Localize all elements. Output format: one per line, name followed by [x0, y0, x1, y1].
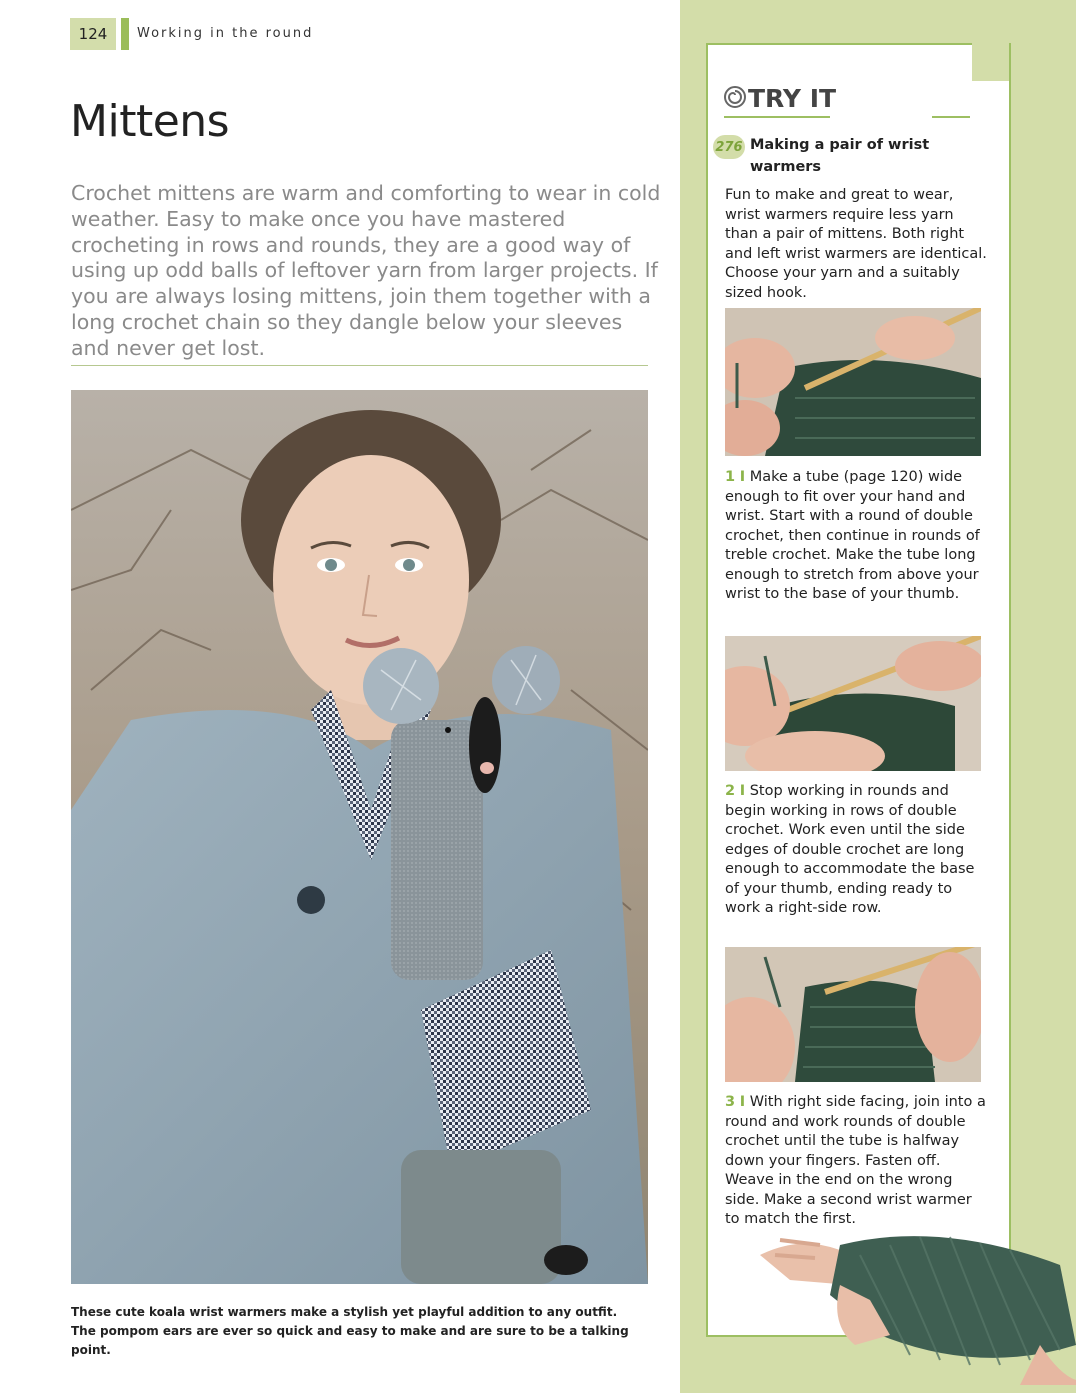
technique-number-badge: 276 — [713, 135, 745, 159]
page-number: 124 — [78, 25, 108, 43]
technique-intro: Fun to make and great to wear, wrist warmers require less yarn than a pair of mittens. Both right and left wrist warmers are identical. Choose your yarn and a suitably sized hook. — [725, 187, 987, 301]
step-3-photo — [725, 947, 981, 1082]
page-title: Mittens — [70, 96, 230, 147]
technique-title: Making a pair of wrist warmers — [750, 137, 930, 175]
try-it-underline — [724, 116, 830, 118]
running-head: Working in the round — [137, 26, 314, 41]
section-divider — [71, 365, 648, 366]
page-number-box — [70, 18, 116, 50]
step-number: 2 — [725, 783, 736, 799]
step-separator: I — [739, 469, 746, 485]
step-2-photo — [725, 636, 981, 771]
step-2-text — [725, 782, 987, 919]
step-separator: I — [739, 1094, 746, 1110]
try-it-heading — [724, 84, 836, 113]
try-it-underline — [932, 116, 970, 118]
step-number: 1 — [725, 469, 736, 485]
step-separator: I — [739, 783, 746, 799]
header-accent-bar — [121, 18, 129, 50]
step-number: 3 — [725, 1094, 736, 1110]
intro-paragraph: Crochet mittens are warm and comforting to wear in cold weather. Easy to make once you have mastered crocheting in rows and rounds, they are a good way of using up odd balls of leftover yarn from larger projects. If you are always losing mittens, join them together with a long crochet chain so they dangle below your sleeves and never get lost. — [71, 181, 661, 360]
koala-wrist-warmer-photo — [71, 390, 648, 1284]
step-3-text — [725, 1093, 987, 1230]
step-description: Stop working in rounds and begin working in rows of double crochet. Work even until the side edges of double crochet are long enough to accommodate the base of your thumb, ending ready to work a right-side row. — [725, 783, 975, 916]
photo-caption: These cute koala wrist warmers make a stylish yet playful addition to any outfit. The pompom ears are ever so quick and easy to make and are sure to be a talking point. — [71, 1305, 629, 1357]
spiral-icon — [724, 86, 746, 112]
finished-wrist-warmer-photo — [760, 1225, 1076, 1385]
panel-corner-notch — [972, 43, 1009, 81]
step-1-photo — [725, 308, 981, 456]
try-it-label: TRY IT — [748, 84, 837, 113]
step-description: Make a tube (page 120) wide enough to fit over your hand and wrist. Start with a round of double crochet, then continue in rounds of treble crochet. Make the tube long enough to stretch from above your wrist to the base of your thumb. — [725, 469, 980, 602]
step-1-text — [725, 468, 987, 605]
panel-corner-notch — [1007, 43, 1009, 81]
step-description: With right side facing, join into a round and work rounds of double crochet until the tube is halfway down your fingers. Fasten off. Weave in the end on the wrong side. Make a second wrist warmer to match the first. — [725, 1094, 986, 1227]
